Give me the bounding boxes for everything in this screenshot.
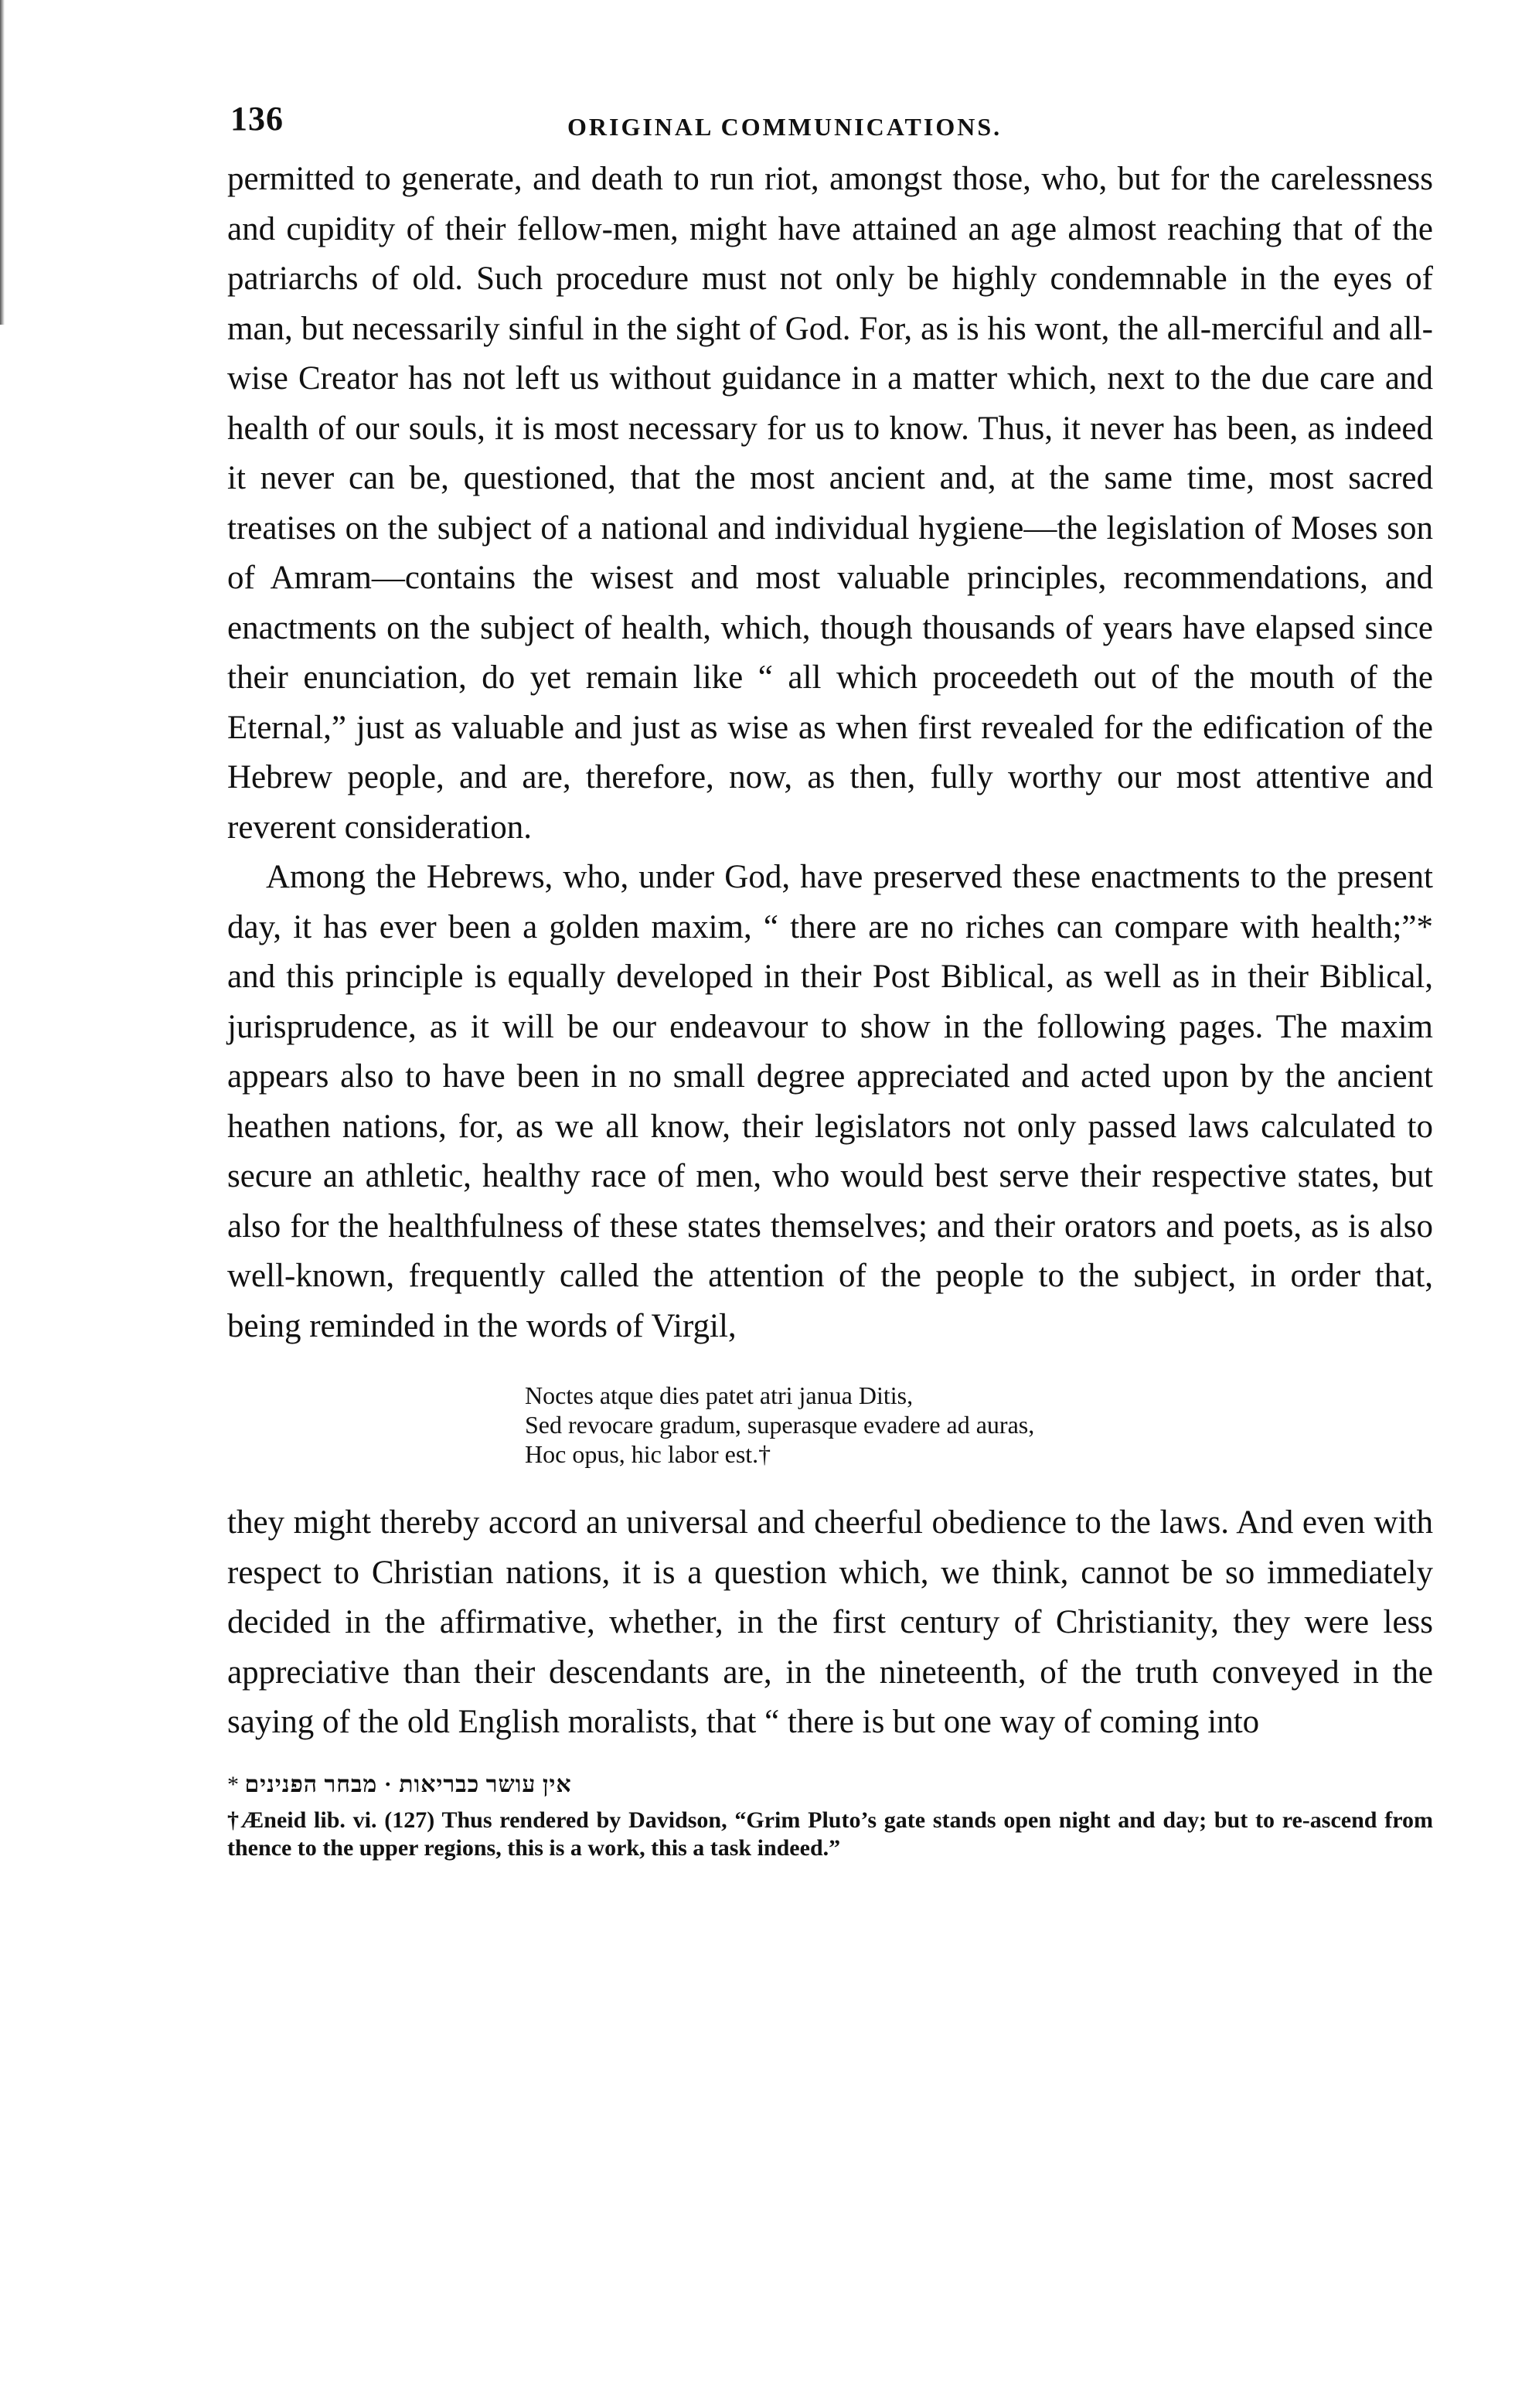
page-edge-shadow bbox=[0, 0, 5, 325]
verse-line: Hoc opus, hic labor est.† bbox=[525, 1440, 771, 1468]
hebrew-quotation: אין עושר כבריאות · מבחר הפנינים bbox=[244, 1771, 572, 1797]
page-header bbox=[227, 93, 1433, 155]
document-page bbox=[227, 93, 1433, 1870]
verse-line: Sed revocare gradum, superasque evadere ad auras, bbox=[525, 1411, 1035, 1439]
verse-line: Noctes atque dies patet atri janua Ditis, bbox=[525, 1381, 914, 1409]
verse-quotation bbox=[525, 1381, 1433, 1469]
running-head: ORIGINAL COMMUNICATIONS. bbox=[567, 113, 1003, 141]
paragraph: permitted to generate, and death to run riot, amongst those, who, but for the carelessness and cupidity of their fellow-men, might have attained an age almost reaching that of the patriarchs of old. Such procedure must not only be highly condemnable in the eyes of man, but necessarily sinful in the sight of God. For, as is his wont, the all-merciful and all-wise Creator has not left us without guidance in a matter which, next to the due care and health of our souls, it is most necessary for us to know. Thus, it never has been, as indeed it never can be, questioned, that the most ancient and, at the same time, most sacred treatises on the subject of a national and individual hygiene—the legislation of Moses son of Amram—contains the wisest and most valuable principles, recommendations, and enactments on the subject of health, which, though thousands of years have elapsed since their enunciation, do yet remain like “ all which proceedeth out of the mouth of the Eternal,” just as valuable and just as wise as when first revealed for the edification of the Hebrew people, and are, therefore, now, as then, fully worthy our most attentive and reverent consideration. bbox=[227, 161, 1433, 846]
body-text bbox=[227, 155, 1433, 1748]
footnote-hebrew bbox=[227, 1771, 1433, 1799]
footnote-marker: * bbox=[227, 1771, 239, 1797]
footnote-aeneid: †Æneid lib. vi. (127) Thus rendered by Davidson, “Grim Pluto’s gate stands open night and day; but to re-ascend from thence to the upper regions, this is a work, this a task indeed.” bbox=[227, 1807, 1433, 1861]
footnotes bbox=[227, 1771, 1433, 1862]
page-number: 136 bbox=[230, 100, 284, 138]
paragraph: they might thereby accord an universal and cheerful obedience to the laws. And even with respect to Christian nations, it is a question which, we think, cannot be so immediately decided in the affirmative, whether, in the first century of Christianity, they were less appreciative than their descendants are, in the nineteenth, of the truth conveyed in the saying of the old English moralists, that “ there is but one way of coming into bbox=[227, 1504, 1433, 1740]
paragraph: Among the Hebrews, who, under God, have preserved these enactments to the present day, it has ever been a golden maxim, “ there are no riches can compare with health;”* and this principle is equally developed in their Post Biblical, as well as in their Biblical, jurisprudence, as it will be our endeavour to show in the following pages. The maxim appears also to have been in no small degree appreciated and acted upon by the ancient heathen nations, for, as we all know, their legislators not only passed laws calculated to secure an athletic, healthy race of men, who would best serve their respective states, but also for the healthfulness of these states themselves; and their orators and poets, as is also well-known, frequently called the attention of the people to the subject, in order that, being reminded in the words of Virgil, bbox=[227, 859, 1433, 1344]
